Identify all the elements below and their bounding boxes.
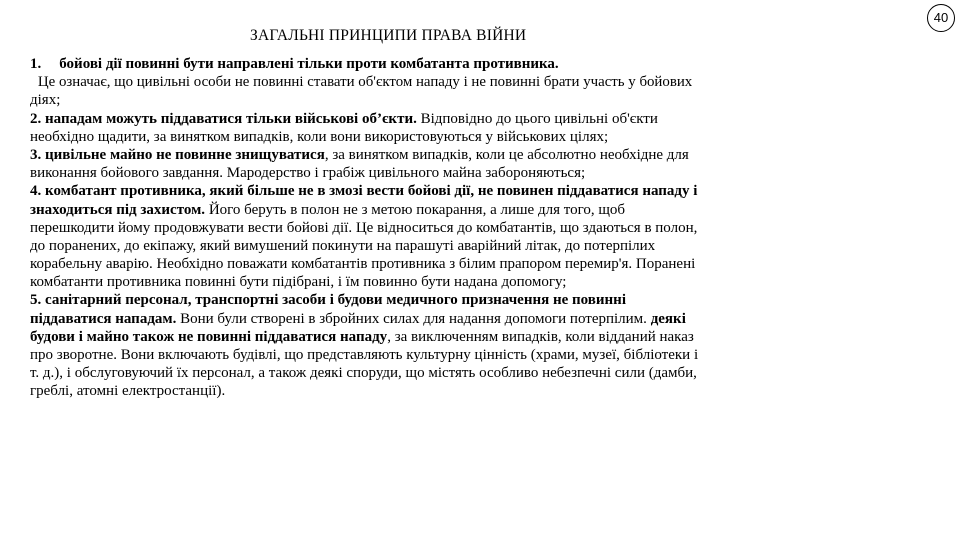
principle-2-heading: 2. нападам можуть піддаватися тільки військові об’єкти. <box>30 110 417 127</box>
slide-body-text <box>30 55 930 401</box>
text-run: Вони були створені в збройних силах для надання допомоги потерпілим. <box>176 310 651 327</box>
text-line: греблі, атомні електростанції). <box>30 383 226 400</box>
principle-2 <box>30 110 930 128</box>
buildings-heading-start: деякі <box>650 310 686 327</box>
text-line: виконання бойового завдання. Мародерство і грабіж цивільного майна забороняються; <box>30 165 586 182</box>
text-run: , за винятком випадків, коли це абсолютно необхідне для <box>324 146 689 163</box>
principle-4-heading-text: 4. комбатант противника, який більше не в змозі вести бойові дії, не повинен піддаватися нападу і <box>30 183 698 200</box>
buildings-line <box>30 328 930 346</box>
text-line: комбатанти противника повинні бути підібрані, і їм повинно бути надана допомогу; <box>30 274 567 291</box>
principle-5-heading-end: піддаватися нападам. <box>30 310 177 327</box>
principle-5-heading <box>30 291 930 309</box>
principle-1-text: бойові дії повинні бути направлені тільки проти комбатанта противника. <box>59 56 559 72</box>
text-line: про зворотне. Вони включають будівлі, що представляють культурну цінність (храми, музеї, бібліотеки і <box>30 347 699 363</box>
principle-5-heading-text: 5. санітарний персонал, транспортні засоби і будови медичного призначення не повинні <box>30 292 626 309</box>
text-line: т. д.), і обслуговуючий їх персонал, а також деякі споруди, що містять особливо небезпечні сили (дамби, <box>30 365 697 382</box>
buildings-heading: будови і майно також не повинні піддаватися нападу <box>30 328 388 345</box>
text-line: необхідно щадити, за винятком випадків, коли вони використовуються у військових цілях; <box>30 128 609 145</box>
principle-3 <box>30 146 930 164</box>
principle-4-heading <box>30 182 930 200</box>
text-run: Його беруть в полон не з метою покарання, а лише для того, щоб <box>205 201 626 218</box>
principle-5 <box>30 310 930 328</box>
text-line: діях; <box>30 92 61 109</box>
slide-title: ЗАГАЛЬНІ ПРИНЦИПИ ПРАВА ВІЙНИ <box>250 27 527 44</box>
principle-3-heading: 3. цивільне майно не повинне знищуватися <box>30 146 325 163</box>
principle-1-heading <box>30 55 930 73</box>
text-line: перешкодити йому продовжувати вести бойові дії. Це відноситься до комбатантів, що здаються в полон, <box>30 219 698 236</box>
principle-1-number: 1. <box>30 56 42 72</box>
text-line: корабельну аварію. Необхідно поважати комбатантів противника з білим прапором перемир'я. Поранені <box>30 256 696 273</box>
text-run: , за виключенням випадків, коли відданий наказ <box>387 328 694 345</box>
principle-4-heading-end: знаходиться під захистом. <box>30 201 206 218</box>
text-line: Це означає, що цивільні особи не повинні ставати об'єктом нападу і не повинні брати участь у бойових <box>37 74 693 91</box>
page-number-badge: 40 <box>927 4 955 32</box>
text-line: до поранених, до екіпажу, який вимушений покинути на парашуті аварійний літак, до потерпілих <box>30 237 656 254</box>
text-run: Відповідно до цього цивільні об'єкти <box>416 110 658 127</box>
principle-4 <box>30 201 930 219</box>
